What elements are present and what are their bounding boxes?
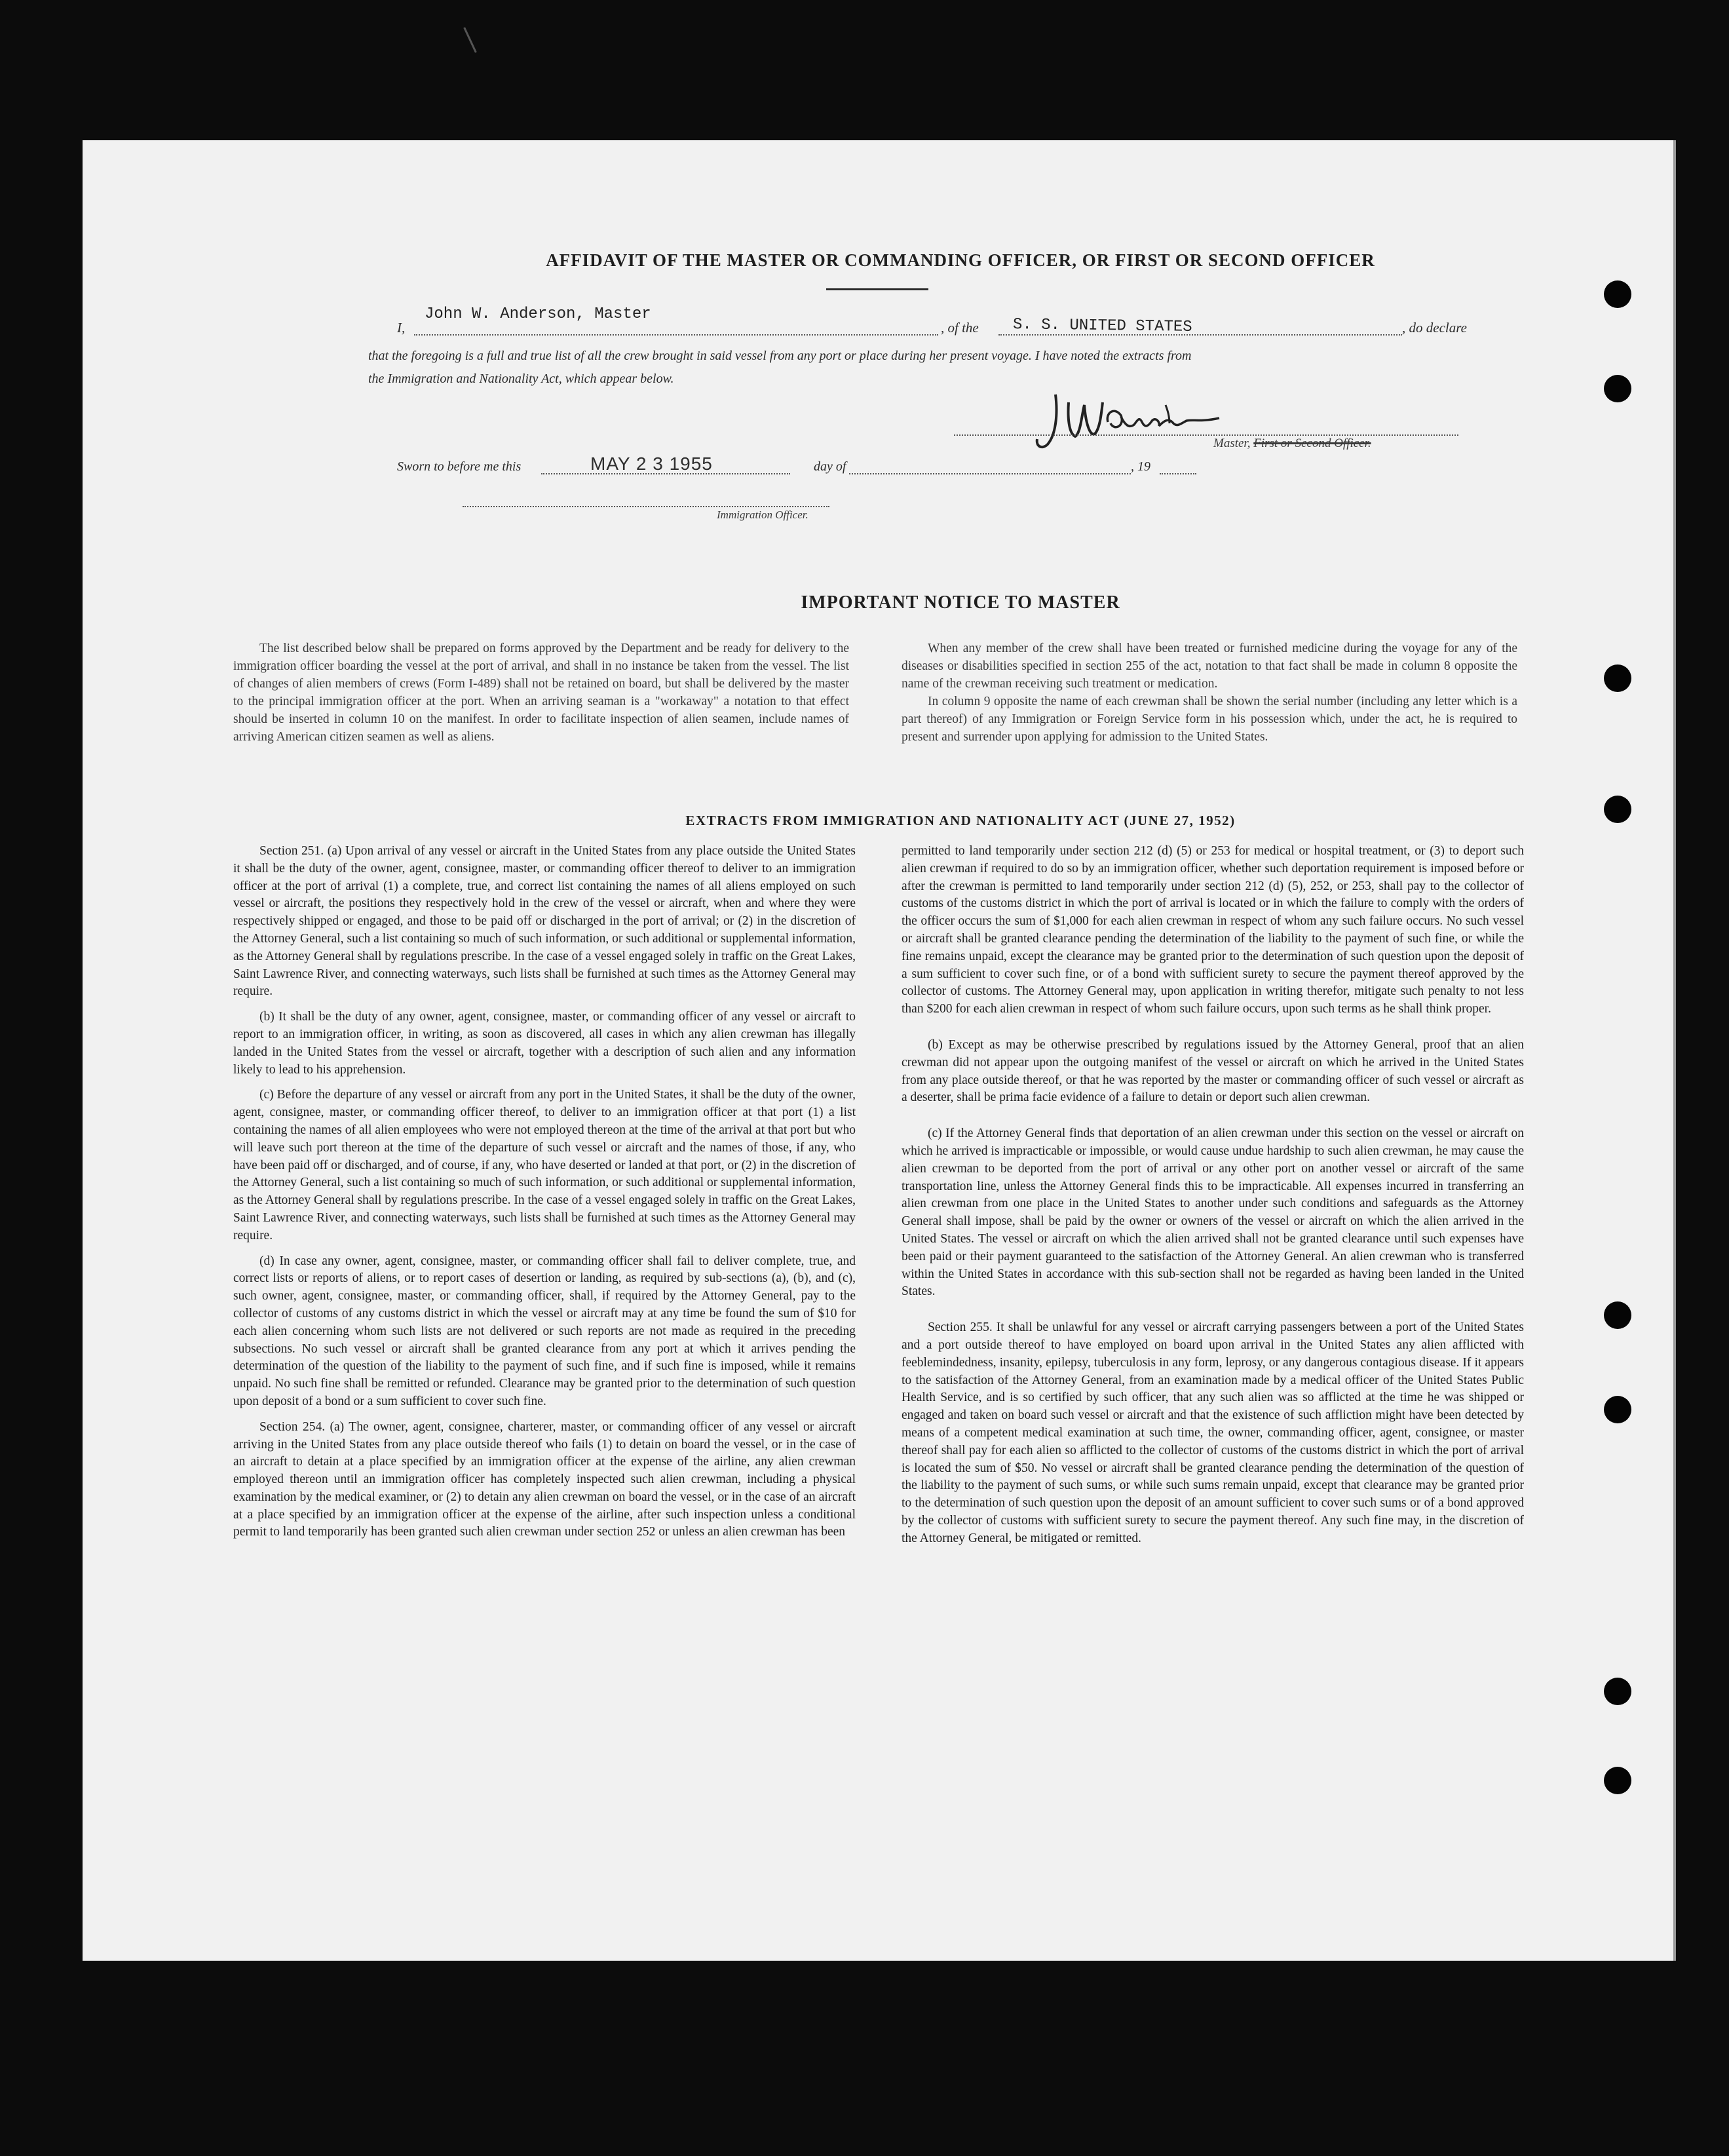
affidavit-title: AFFIDAVIT OF THE MASTER OR COMMANDING OFFICER, OR FIRST OR SECOND OFFICER xyxy=(546,250,1375,270)
punch-hole xyxy=(1604,1678,1631,1705)
declaration-line-2: the Immigration and Nationality Act, which appear below. xyxy=(368,372,674,386)
punch-hole xyxy=(1604,1396,1631,1423)
extracts-right-column xyxy=(902,843,1524,1555)
section-254-a-continued: permitted to land temporarily under section 212 (d) (5) or 253 for medical or hospital treatment, or (3) to deport such alien crewman if required to do so by an immigration officer, whether such deportation requirement is imposed before or after the crewman is permitted to land temporarily under section 212 (d) (5), 252, or 253, shall pay to the collector of customs of the customs district in which the port of arrival is located or in which the failure to comply with the orders of the officer occurs the sum of $1,000 for each alien crewman in respect of whom any such failure occurs. No such vessel or aircraft shall be granted clearance pending the determination of the liability to the payment of such fine, or while the fine remains unpaid, except the clearance may be granted prior to the determination of such question upon the deposit of a sum sufficient to cover such fine, or of a bond with sufficient surety to secure the payment thereof approved by the collector of customs. The Attorney General may, upon application in writing therefor, mitigate such penalty to not less than $200 for each alien crewman in respect of whom such failure occurs, upon such terms as he shall think proper. xyxy=(902,844,1524,1016)
film-scratch xyxy=(463,27,476,52)
immigration-officer-label: Immigration Officer. xyxy=(717,509,808,521)
page-edge xyxy=(1673,140,1676,1961)
notice-left-paragraph: The list described below shall be prepared on forms approved by the Department and be ready for delivery to the immigration officer boarding the vessel at the port of arrival, and shall in no instance be taken from the vessel. The list of changes of alien members of crews (Form I-489) shall not be retained on board, but shall be delivered by the master to the principal immigration officer at the port. When an arriving seaman is a "workaway" a notation to that effect should be inserted in column 10 on the manifest. In order to facilitate inspection of alien seamen, include names of arriving American citizen seamen as well as aliens. xyxy=(233,642,849,744)
immigration-officer-line xyxy=(463,506,829,507)
notice-right-column xyxy=(902,640,1517,746)
punch-hole xyxy=(1604,664,1631,692)
declaration-line-1: that the foregoing is a full and true list of all the crew brought in said vessel from any port or place during her present voyage. I have noted the extracts from xyxy=(368,349,1192,363)
section-254-a: Section 254. (a) The owner, agent, consignee, charterer, master, or commanding officer of any vessel or aircraft arriving in the United States from any place outside thereof who fails (1) to detain on board the vessel, or in the case of an aircraft to detain at a place specified by an immigration officer at the expense of the airline, any alien crewman employed thereon until an immigration officer has completely inspected such alien crewman, including a physical examination by the medical examiner, or (2) to detain any alien crewman on board the vessel, or in the case of an aircraft at a place specified by an immigration officer at the expense of the airline, after such inspection unless a conditional permit to land temporarily has been granted such alien crewman under section 252 or unless an alien crewman has been xyxy=(233,1419,856,1539)
sworn-date-stamp: MAY 2 3 1955 xyxy=(590,453,713,474)
section-251-a: Section 251. (a) Upon arrival of any vessel or aircraft in the United States from any place outside the United States it shall be the duty of the owner, agent, consignee, master, or commanding officer thereof to deliver to an immigration officer at the port of arrival (1) a complete, true, and correct list containing the names of all aliens employed on such vessel or aircraft, the positions they respectively hold in the crew of the vessel or aircraft, when and where they were respectively shipped or engaged, and those to be paid off or discharged in the port of arrival; or (2) in the discretion of the Attorney General, such a list containing so much of such information, or such additional or supplemental information, as the Attorney General shall by regulations prescribe. In the case of a vessel engaged solely in traffic on the Great Lakes, Saint Lawrence River, and connecting waterways, such lists shall be furnished at such times as the Attorney General may require. xyxy=(233,844,856,999)
of-the-label: , of the xyxy=(941,320,979,336)
punch-hole xyxy=(1604,375,1631,402)
officer-name: John W. Anderson, Master xyxy=(425,305,651,323)
signature-line xyxy=(954,434,1458,436)
notice-right-paragraph-1: When any member of the crew shall have been treated or furnished medicine during the voyage for any of the diseases or disabilities specified in section 255 of the act, notation to that fact shall be made in column 8 opposite the name of the crewman receiving such treatment or medication. xyxy=(902,642,1517,691)
punch-hole xyxy=(1604,280,1631,308)
notice-right-paragraph-2: In column 9 opposite the name of each crewman shall be shown the serial number (including any letter which is a part thereof) of any Immigration or Foreign Service form in his possession which, under the act, he is required to present and surrender upon applying for admission to the United States. xyxy=(902,695,1517,744)
signature-caption-struck: First or Second Officer. xyxy=(1253,436,1371,450)
signature-caption-master: Master, xyxy=(1213,436,1251,450)
extracts-title: EXTRACTS FROM IMMIGRATION AND NATIONALITY ACT (JUNE 27, 1952) xyxy=(685,813,1236,828)
day-of-label: day of xyxy=(814,459,846,474)
sworn-label: Sworn to before me this xyxy=(397,459,522,474)
section-251-c: (c) Before the departure of any vessel or aircraft from any port in the United States, it shall be the duty of the owner, agent, consignee, master, or commanding officer thereof, to deliver to an immigration officer at that port (1) a list containing the names of all alien employees who were not employed thereon at the time of the arrival at that port but who will leave such port thereon at the time of the departure of such vessel or aircraft and the names of those, if any, who have been paid off or discharged, and of course, if any, who have deserted or landed at that port, or (2) in the discretion of the Attorney General, such a list containing so much of such information, or such additional or supplemental information, as the Attorney General shall by regulations prescribe. In the case of a vessel engaged solely in traffic on the Great Lakes, Saint Lawrence River, and connecting waterways, such lists shall be furnished at such times as the Attorney General may require. xyxy=(233,1088,856,1242)
section-251-b: (b) It shall be the duty of any owner, agent, consignee, master, or commanding officer of any vessel or aircraft to report to an immigration officer, in writing, as soon as discovered, all cases in which any alien crewman has illegally landed in the United States from the vessel or aircraft, together with a description of such alien and any information likely to lead to his apprehension. xyxy=(233,1010,856,1077)
punch-hole xyxy=(1604,796,1631,823)
punch-hole xyxy=(1604,1767,1631,1794)
title-divider xyxy=(826,288,928,290)
do-declare-label: , do declare xyxy=(1402,320,1467,336)
year-label: , 19 xyxy=(1131,459,1150,474)
notice-title: IMPORTANT NOTICE TO MASTER xyxy=(801,592,1120,613)
year-line xyxy=(1160,473,1196,474)
punch-hole xyxy=(1604,1301,1631,1329)
officer-name-line xyxy=(414,334,938,336)
section-251-d: (d) In case any owner, agent, consignee, master, or commanding officer shall fail to deliver complete, true, and correct lists or reports of aliens, or to report cases of desertion or landing, as required by sub-sections (a), (b), and (c), such owner, agent, consignee, master, or commanding officer, shall, if required by the Attorney General, pay to the collector of customs of any customs district in which the vessel or aircraft may at any time be found the sum of $10 for each alien concerning whom such lists are not delivered or such reports are not made as required in the preceding subsections. No such vessel or aircraft shall be granted clearance from any port at which it arrives pending the determination of the question of the liability to the payment of such fine, and if such fine is imposed, while it remains unpaid. No such fine shall be remitted or refunded. Clearance may be granted prior to the determination of such question upon deposit of a bond or a sum sufficient to cover such fine. xyxy=(233,1254,856,1408)
master-signature xyxy=(1029,376,1226,455)
section-255: Section 255. It shall be unlawful for any vessel or aircraft carrying passengers between a port of the United States and a port outside thereof to have employed on board upon arrival in the United States any alien afflicted with feeblemindedness, insanity, epilepsy, tuberculosis in any form, leprosy, or any dangerous contagious disease. If it appears to the satisfaction of the Attorney General, from an examination made by a medical officer of the United States Public Health Service, and is so certified by such officer, that any such alien was so afflicted at the time he was shipped or engaged and taken on board such vessel or aircraft and that the existence of such affliction might have been detected by means of a competent medical examination at such time, the owner, commanding officer, agent, consignee, or master thereof shall pay for each alien so afflicted to the collector of customs of the customs district in which the port of arrival is located the sum of $50. No vessel or aircraft shall be granted clearance pending the determination of the question of the liability to the payment of such sums, or while such sums remain unpaid, except that clearance may be granted prior to the determination of such question upon the deposit of an amount sufficient to cover such sums or of a bond approved by the collector of customs with sufficient surety to secure the payment thereof. Any such fine may, in the discretion of the Attorney General, be mitigated or remitted. xyxy=(902,1320,1524,1545)
document-page xyxy=(83,140,1673,1961)
vessel-name: S. S. UNITED STATES xyxy=(1012,316,1192,336)
vessel-name-line xyxy=(998,334,1402,336)
extracts-left-column xyxy=(233,843,856,1549)
month-line xyxy=(849,473,1131,474)
notice-left-column xyxy=(233,640,849,746)
i-label: I, xyxy=(397,320,406,336)
section-254-b: (b) Except as may be otherwise prescribed by regulations issued by the Attorney General, proof that an alien crewman did not appear upon the outgoing manifest of the vessel or aircraft on which he arrived in the United States from any place outside thereof, or that he was reported by the master or commanding officer of such vessel or aircraft as a deserter, shall be prima facie evidence of a failure to detain or deport such alien crewman. xyxy=(902,1037,1524,1105)
section-254-c: (c) If the Attorney General finds that deportation of an alien crewman under this section on the vessel or aircraft on which he arrived is impracticable or impossible, or would cause undue hardship to such alien crewman, he may cause the alien crewman to be deported from the port of arrival or any other port on another vessel or aircraft of the same transportation line, unless the Attorney General finds this to be impracticable. All expenses incurred in transferring an alien crewman from one place in the United States to another under such conditions and safeguards as the Attorney General shall impose, shall be paid by the owner or owners of the vessel or aircraft on which the alien arrived in the United States. The vessel or aircraft on which the alien arrived shall not be granted clearance until such expenses have been paid or their payment guaranteed to the satisfaction of the Attorney General. An alien crewman who is transferred within the United States in accordance with this sub-section shall not be regarded as having been landed in the United States. xyxy=(902,1126,1524,1299)
signature-caption xyxy=(1213,436,1371,451)
